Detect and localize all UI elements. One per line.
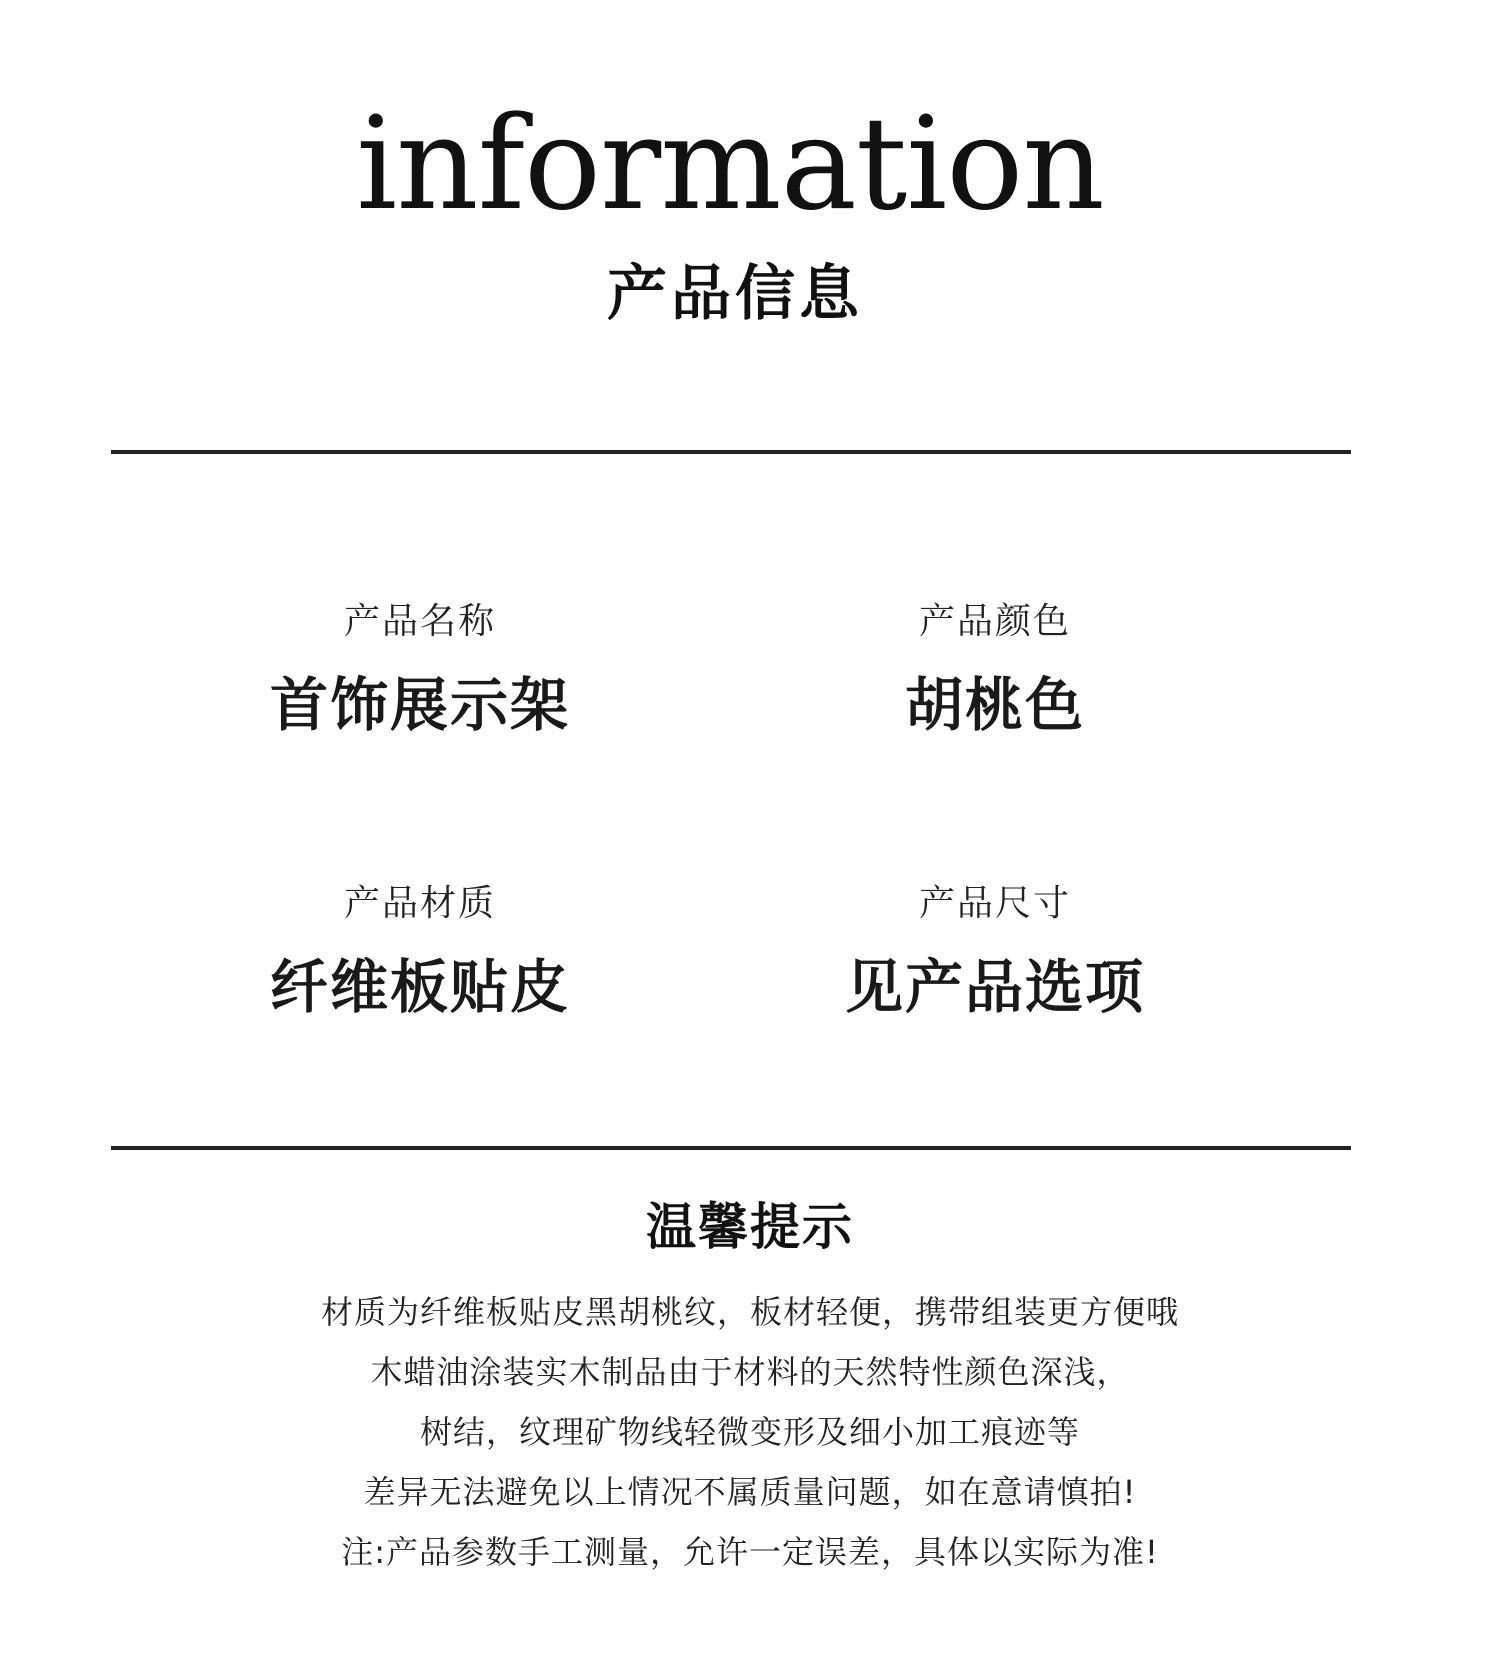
spec-product-size [745, 882, 1245, 1022]
divider-bottom [111, 1146, 1351, 1150]
page-title-en: information [356, 90, 1104, 239]
spec-label: 产品颜色 [918, 601, 1071, 642]
notice-line: 材质为纤维板贴皮黑胡桃纹，板材轻便，携带组装更方便哦 [320, 1293, 1179, 1331]
page-title-cn: 产品信息 [607, 259, 863, 329]
notice-line: 差异无法避免以上情况不属质量问题，如在意请慎拍! [363, 1473, 1137, 1511]
spec-label: 产品材质 [343, 883, 496, 924]
notice-title: 温馨提示 [646, 1198, 854, 1256]
spec-value: 胡桃色 [904, 671, 1085, 739]
spec-value: 纤维板贴皮 [269, 953, 570, 1021]
divider-top [111, 450, 1351, 454]
spec-value: 见产品选项 [844, 953, 1145, 1021]
notice-line: 木蜡油涂装实木制品由于材料的天然特性颜色深浅， [370, 1353, 1130, 1391]
spec-product-name [170, 600, 670, 740]
notice-line: 树结，纹理矿物线轻微变形及细小加工痕迹等 [419, 1413, 1080, 1451]
spec-label: 产品名称 [343, 601, 496, 642]
notice-text [0, 1282, 1500, 1582]
notice-line: 注:产品参数手工测量，允许一定误差，具体以实际为准! [341, 1533, 1159, 1571]
spec-label: 产品尺寸 [918, 883, 1071, 924]
spec-product-material [170, 882, 670, 1022]
spec-value: 首饰展示架 [269, 671, 570, 739]
spec-product-color [745, 600, 1245, 740]
